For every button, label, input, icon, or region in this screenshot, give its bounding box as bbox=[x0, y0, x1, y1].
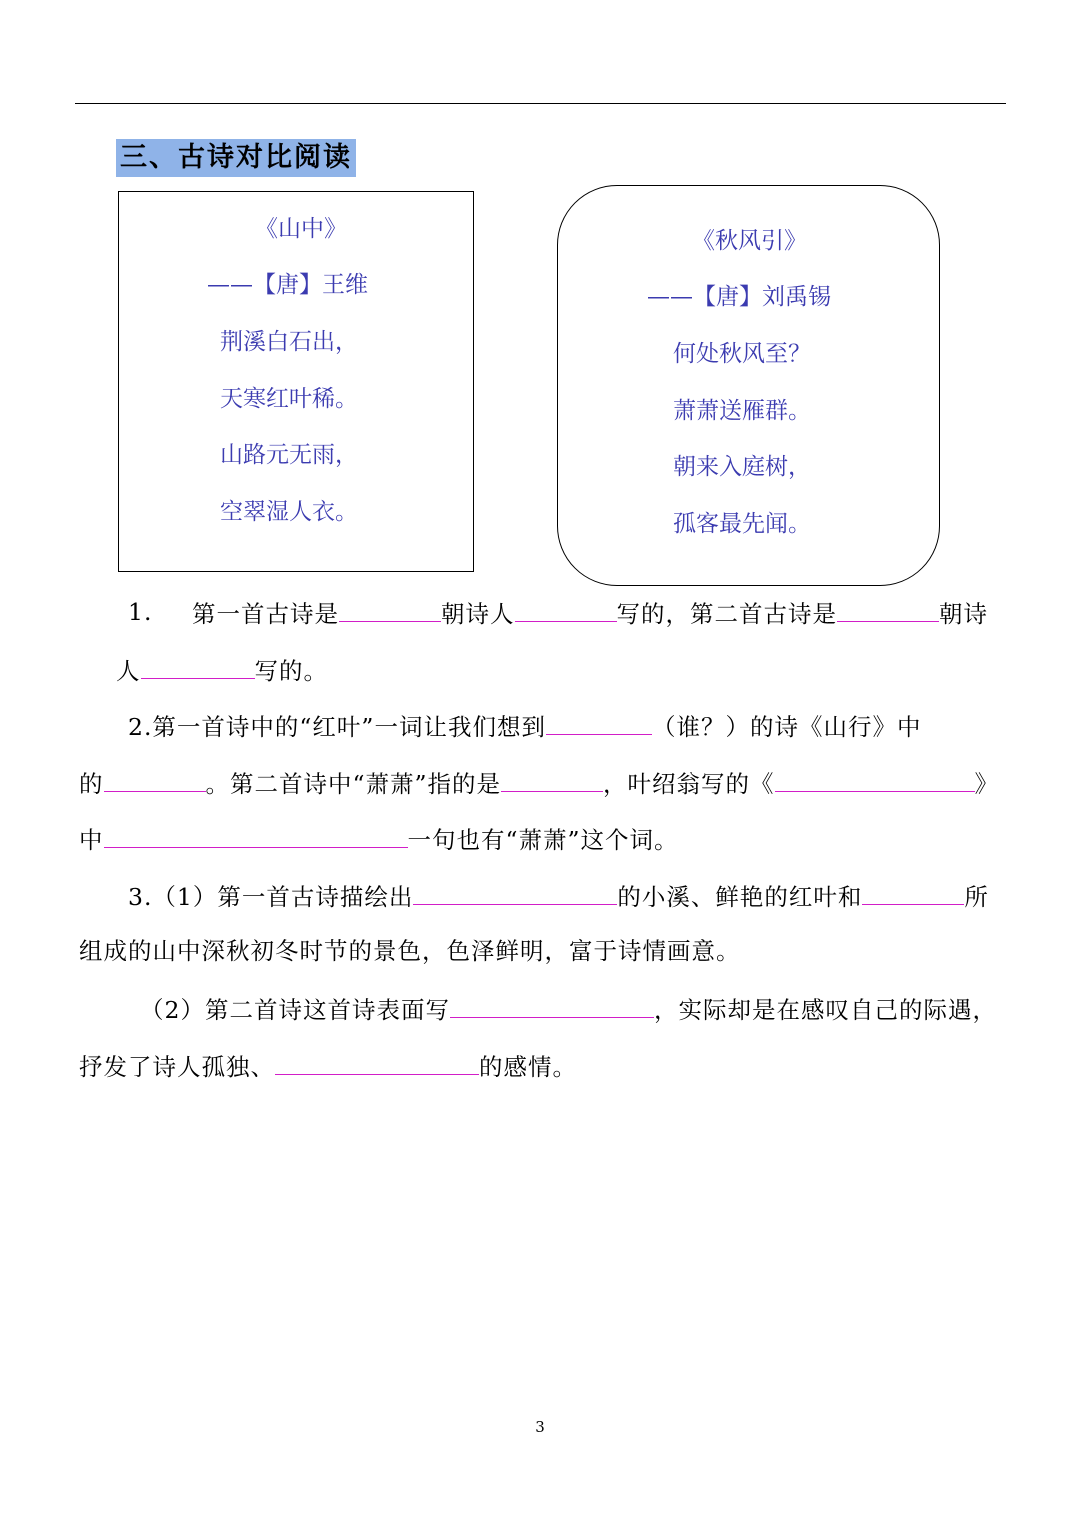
poem-box-qiufengyin bbox=[557, 185, 940, 586]
question-text: 中 bbox=[79, 826, 104, 854]
poem-line: 山路元无雨， bbox=[220, 442, 358, 468]
answer-blank[interactable] bbox=[862, 878, 964, 905]
poem-line: 荆溪白石出， bbox=[220, 329, 358, 355]
question-2-line-2 bbox=[79, 765, 999, 801]
question-text: 朝诗人 bbox=[441, 600, 515, 628]
question-text: 抒发了诗人孤独、 bbox=[79, 1053, 275, 1081]
answer-blank[interactable] bbox=[104, 765, 206, 792]
question-3-line-2: 组成的山中深秋初冬时节的景色，色泽鲜明，富于诗情画意。 bbox=[79, 937, 741, 965]
poem-line: 天寒红叶稀。 bbox=[220, 386, 358, 412]
poem-line: 空翠湿人衣。 bbox=[220, 499, 358, 525]
question-text: （2）第二首诗这首诗表面写 bbox=[140, 996, 450, 1024]
poem-author: ——【唐】王维 bbox=[207, 272, 368, 298]
question-text: 的 bbox=[79, 770, 104, 798]
question-text: 写的。 bbox=[254, 657, 328, 685]
question-text: 。第二首诗中“萧萧”指的是 bbox=[205, 770, 502, 798]
section-title: 三、古诗对比阅读 bbox=[116, 139, 356, 177]
poem-author: ——【唐】刘禹锡 bbox=[647, 284, 831, 310]
question-text: 写的，第二首古诗是 bbox=[616, 600, 837, 628]
poem-line: 朝来入庭树， bbox=[673, 454, 811, 480]
question-text: ，叶绍翁写的《 bbox=[603, 770, 775, 798]
question-2-line-1 bbox=[128, 708, 921, 744]
question-3-line-4 bbox=[79, 1048, 577, 1084]
question-1-line-2 bbox=[116, 652, 328, 688]
question-1-number: 1. bbox=[128, 598, 153, 626]
answer-blank[interactable] bbox=[339, 595, 441, 622]
poem-line: 萧萧送雁群。 bbox=[673, 398, 811, 424]
answer-blank[interactable] bbox=[501, 765, 603, 792]
question-3-line-1 bbox=[128, 878, 989, 914]
answer-blank[interactable] bbox=[413, 878, 617, 905]
poem-line: 何处秋风至？ bbox=[673, 341, 811, 367]
question-text: 的小溪、鲜艳的红叶和 bbox=[617, 883, 863, 911]
question-text: 朝诗 bbox=[939, 600, 988, 628]
question-text: 》 bbox=[974, 770, 1000, 798]
answer-blank[interactable] bbox=[450, 991, 654, 1018]
question-text: 3.（1）第一首古诗描绘出 bbox=[128, 883, 414, 911]
poem-line: 孤客最先闻。 bbox=[673, 511, 811, 537]
answer-blank[interactable] bbox=[515, 595, 617, 622]
answer-blank[interactable] bbox=[546, 708, 652, 735]
question-1-line-1 bbox=[192, 595, 988, 631]
question-2-line-3 bbox=[79, 821, 679, 857]
question-text: 2.第一首诗中的“红叶”一词让我们想到 bbox=[128, 713, 546, 741]
question-text: 的感情。 bbox=[479, 1053, 577, 1081]
poem-box-shanzhong bbox=[118, 191, 474, 572]
question-text: 所 bbox=[964, 883, 989, 911]
poem-title: 《山中》 bbox=[255, 216, 347, 242]
answer-blank[interactable] bbox=[775, 765, 975, 792]
answer-blank[interactable] bbox=[104, 821, 408, 848]
header-rule bbox=[75, 103, 1006, 104]
page-number: 3 bbox=[535, 1418, 545, 1436]
question-text: ，实际却是在感叹自己的际遇， bbox=[653, 996, 997, 1024]
question-text: 一句也有“萧萧”这个词。 bbox=[407, 826, 679, 854]
question-text: 人 bbox=[116, 657, 141, 685]
question-text: （谁？）的诗《山行》中 bbox=[651, 713, 922, 741]
question-text: 第一首古诗是 bbox=[192, 600, 339, 628]
answer-blank[interactable] bbox=[141, 652, 255, 679]
poem-title: 《秋风引》 bbox=[692, 228, 807, 254]
answer-blank[interactable] bbox=[275, 1048, 479, 1075]
question-3-line-3 bbox=[140, 991, 997, 1027]
answer-blank[interactable] bbox=[837, 595, 939, 622]
